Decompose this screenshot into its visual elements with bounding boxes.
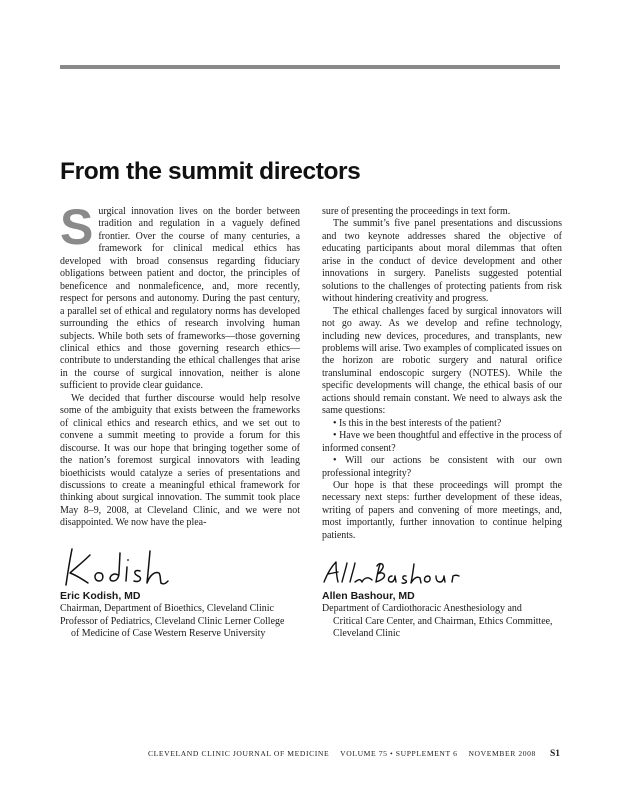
kodish-name: Eric Kodish, MD xyxy=(60,590,141,602)
footer-volume: VOLUME 75 • SUPPLEMENT 6 xyxy=(340,749,458,758)
left-column xyxy=(60,199,300,530)
affiliation-line: Cleveland Clinic xyxy=(333,628,401,639)
bashour-signature-icon xyxy=(322,560,462,588)
body-paragraph: The summit’s five panel presentations and discussions and two keynote addresses shared the objective of educating participants about moral dilemmas that often arise in the conduct of device development and other innovations in surgery. Panelists suggested potential solutions to the challenges of protecting patients from risk without hindering creativity and progress. xyxy=(322,218,562,305)
body-paragraph-continued: sure of presenting the proceedings in text form. xyxy=(322,206,511,217)
right-column xyxy=(322,206,562,542)
affiliation-line: Chairman, Department of Bioethics, Cleveland Clinic xyxy=(60,603,274,614)
body-paragraph: The ethical challenges faced by surgical innovators will not go away. As we develop and refine technology, including new devices, procedures, and transplants, new problems will arise. Two examples of complicated issues on the horizon are robotic surgery and natural orifice transluminal endoscopic surgery (NOTES). While the specific developments will change, the ethical basis of our actions should remain constant. We need to always ask the same questions: xyxy=(322,305,562,417)
page-footer xyxy=(148,749,560,759)
bashour-affiliation xyxy=(322,603,553,641)
kodish-signature-icon xyxy=(60,543,180,589)
footer-date: NOVEMBER 2008 xyxy=(468,749,536,758)
body-paragraph: Our hope is that these proceedings will prompt the necessary next steps: further development of these ideas, writing of papers and convening of more meetings, and, most importantly, further innovation to continue helping patients. xyxy=(322,479,562,541)
affiliation-line: Professor of Pediatrics, Cleveland Clinic Lerner College xyxy=(60,615,285,627)
list-item: • Will our actions be consistent with our own professional integrity? xyxy=(322,455,562,479)
intro-paragraph xyxy=(60,199,300,393)
affiliation-line: Critical Care Center, and Chairman, Ethics Committee, xyxy=(333,615,553,627)
affiliation-line: Department of Cardiothoracic Anesthesiology and xyxy=(322,603,522,614)
kodish-affiliation xyxy=(60,603,284,641)
intro-paragraph-text: urgical innovation lives on the border between tradition and regulation in a vaguely defined frontier. Over the course of many centuries, a framework for clinical medical ethics has developed with broad consensus regarding fiduciary obligations between patient and doctor, the principles of beneficence and nonmaleficence, and, more recently, respect for persons and autonomy. During the past century, a parallel set of ethical and regulatory norms has developed surrounding the ethics of research involving human subjects. While both sets of frameworks—those governing clinical ethics and those governing research ethics—contribute to understanding the ethical challenges that arise in the course of surgical innovation, neither is alone sufficient to provide clear guidance. xyxy=(60,206,300,392)
list-item: • Is this in the best interests of the patient? xyxy=(333,417,502,429)
body-paragraph: We decided that further discourse would help resolve some of the ambiguity that exists between the frameworks of clinical ethics and research ethics, and we set out to convene a summit meeting to provide a forum for this discourse. It was our hope that bringing together some of the nation’s foremost surgical innovators with leading bioethicists would catalyze a series of presentations and discussions to create a meaningful ethical framework for thinking about surgical innovation. The summit took place May 8–9, 2008, at Cleveland Clinic, and we were not disappointed. We now have the plea- xyxy=(60,392,300,529)
header-rule xyxy=(60,65,560,69)
footer-journal: CLEVELAND CLINIC JOURNAL OF MEDICINE xyxy=(148,749,330,758)
affiliation-line: of Medicine of Case Western Reserve University xyxy=(71,628,266,639)
questions-list xyxy=(322,418,562,480)
drop-cap: S xyxy=(60,199,94,255)
page-title: From the summit directors xyxy=(60,158,361,185)
bashour-signature xyxy=(322,560,462,588)
page-number: S1 xyxy=(549,749,560,759)
list-item: • Have we been thoughtful and effective in the process of informed consent? xyxy=(322,430,562,454)
kodish-signature xyxy=(60,543,180,589)
bashour-name: Allen Bashour, MD xyxy=(322,590,415,602)
